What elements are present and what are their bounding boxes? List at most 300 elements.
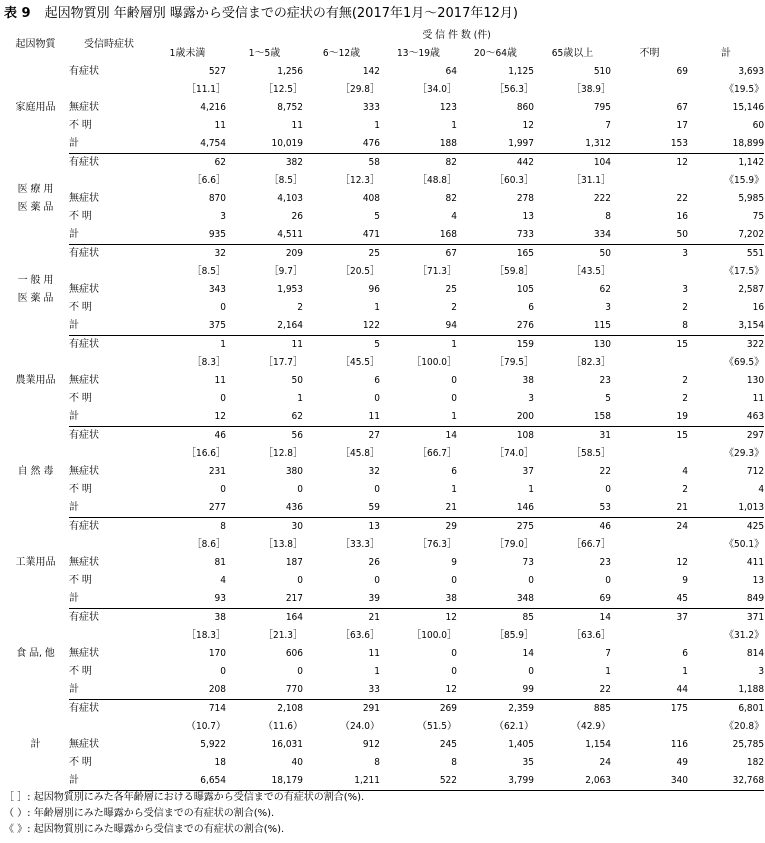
value-cell: 2,108 bbox=[277, 703, 303, 714]
value-cell: 471 bbox=[303, 226, 380, 245]
value-cell: ［63.6］ bbox=[570, 630, 611, 641]
value-cell: 276 bbox=[457, 317, 534, 336]
value-cell: 18,899 bbox=[688, 135, 764, 154]
value-cell: ［63.6］ bbox=[339, 630, 380, 641]
value-cell: 33 bbox=[303, 681, 380, 700]
value-cell: 5,922 bbox=[200, 739, 226, 750]
value-cell: 24 bbox=[676, 521, 688, 532]
value-cell: 31 bbox=[599, 430, 611, 441]
value-cell: 231 bbox=[208, 466, 226, 477]
header-age: 1歳未満 bbox=[169, 48, 206, 59]
row-label: 計 bbox=[69, 499, 149, 518]
row-total bbox=[2, 590, 764, 609]
row-label: 不 明 bbox=[69, 302, 92, 313]
row-label: 計 bbox=[69, 590, 149, 609]
value-cell: 153 bbox=[611, 135, 688, 154]
value-cell: 25 bbox=[445, 284, 457, 295]
value-cell: 1 bbox=[528, 484, 534, 495]
value-cell: ［43.5］ bbox=[570, 266, 611, 277]
row-label: 有症状 bbox=[69, 339, 99, 350]
value-cell: 1 bbox=[220, 339, 226, 350]
value-cell: 12 bbox=[380, 681, 457, 700]
value-cell: ［8.5］ bbox=[268, 175, 303, 186]
value-cell: 476 bbox=[303, 135, 380, 154]
value-cell: 130 bbox=[746, 375, 765, 386]
value-cell: 3 bbox=[220, 211, 226, 222]
value-cell: 11 bbox=[214, 375, 226, 386]
value-cell: 510 bbox=[593, 66, 611, 77]
value-cell: 13 bbox=[368, 521, 380, 532]
value-cell: 0 bbox=[451, 575, 457, 586]
value-cell: 21 bbox=[380, 499, 457, 518]
value-cell: 58 bbox=[368, 157, 380, 168]
value-cell: 《29.3》 bbox=[724, 448, 765, 459]
value-cell: 7,202 bbox=[688, 226, 764, 245]
value-cell: 4 bbox=[451, 211, 457, 222]
row-unknown bbox=[2, 117, 764, 135]
value-cell: 1 bbox=[374, 120, 380, 131]
row-asymptomatic bbox=[2, 190, 764, 208]
header-age: 20～64歳 bbox=[474, 48, 517, 59]
value-cell: 4 bbox=[220, 575, 226, 586]
value-cell: ［58.5］ bbox=[570, 448, 611, 459]
value-cell bbox=[611, 627, 688, 645]
value-cell: 371 bbox=[746, 612, 765, 623]
row-symptomatic bbox=[2, 245, 764, 264]
value-cell: 1,211 bbox=[303, 772, 380, 791]
value-cell: 22 bbox=[534, 681, 611, 700]
value-cell: 1 bbox=[682, 666, 688, 677]
header-age: 1～5歳 bbox=[248, 48, 281, 59]
value-cell: 37 bbox=[676, 612, 688, 623]
header-symptom: 受信時症状 bbox=[84, 39, 134, 50]
value-cell: 522 bbox=[380, 772, 457, 791]
value-cell: 32,768 bbox=[688, 772, 764, 791]
value-cell: 770 bbox=[226, 681, 303, 700]
row-label: 不 明 bbox=[69, 484, 92, 495]
value-cell: 0 bbox=[220, 302, 226, 313]
value-cell: ［79.5］ bbox=[493, 357, 534, 368]
value-cell: ［12.3］ bbox=[339, 175, 380, 186]
row-total bbox=[2, 681, 764, 700]
row-label: 有症状 bbox=[69, 430, 99, 441]
row-label: 不 明 bbox=[69, 757, 92, 768]
value-cell: 50 bbox=[599, 248, 611, 259]
value-cell: 714 bbox=[208, 703, 226, 714]
value-cell: 3 bbox=[682, 248, 688, 259]
value-cell: 56 bbox=[291, 430, 303, 441]
value-cell: 9 bbox=[451, 557, 457, 568]
header-age: 計 bbox=[721, 48, 732, 59]
row-label: 不 明 bbox=[69, 666, 92, 677]
value-cell: 4,216 bbox=[200, 102, 226, 113]
value-cell: 712 bbox=[746, 466, 765, 477]
value-cell: 45 bbox=[611, 590, 688, 609]
value-cell: 3 bbox=[605, 302, 611, 313]
row-label: 計 bbox=[69, 681, 149, 700]
value-cell: 0 bbox=[297, 484, 303, 495]
value-cell: 123 bbox=[439, 102, 457, 113]
row-label: 計 bbox=[69, 772, 149, 791]
value-cell: ［18.3］ bbox=[185, 630, 226, 641]
value-cell: 527 bbox=[208, 66, 226, 77]
value-cell: 116 bbox=[670, 739, 688, 750]
value-cell: ［59.8］ bbox=[493, 266, 534, 277]
value-cell: ［29.8］ bbox=[339, 84, 380, 95]
value-cell: 3,799 bbox=[457, 772, 534, 791]
row-label: 計 bbox=[69, 135, 149, 154]
row-unknown bbox=[2, 208, 764, 226]
value-cell: 146 bbox=[457, 499, 534, 518]
row-asymptomatic bbox=[2, 463, 764, 481]
row-label: 無症状 bbox=[69, 102, 99, 113]
value-cell: 11 bbox=[368, 648, 380, 659]
value-cell: 188 bbox=[380, 135, 457, 154]
value-cell: 912 bbox=[362, 739, 380, 750]
value-cell: 23 bbox=[599, 375, 611, 386]
value-cell: 8,752 bbox=[277, 102, 303, 113]
row-label: 有症状 bbox=[69, 157, 99, 168]
value-cell: 《50.1》 bbox=[724, 539, 765, 550]
row-label: 無症状 bbox=[69, 375, 99, 386]
value-cell: 2,164 bbox=[226, 317, 303, 336]
value-cell: 4 bbox=[682, 466, 688, 477]
value-cell: 208 bbox=[149, 681, 226, 700]
value-cell: 10,019 bbox=[226, 135, 303, 154]
value-cell: ［34.0］ bbox=[416, 84, 457, 95]
value-cell: 814 bbox=[746, 648, 765, 659]
value-cell: 16 bbox=[752, 302, 765, 313]
value-cell: ［12.8］ bbox=[262, 448, 303, 459]
value-cell: 99 bbox=[457, 681, 534, 700]
value-cell: 12 bbox=[445, 612, 457, 623]
header-age: 6～12歳 bbox=[322, 48, 361, 59]
value-cell: 3,693 bbox=[738, 66, 765, 77]
row-label: 無症状 bbox=[69, 557, 99, 568]
value-cell: 733 bbox=[457, 226, 534, 245]
value-cell: 0 bbox=[374, 393, 380, 404]
value-cell: 170 bbox=[208, 648, 226, 659]
row-unknown bbox=[2, 663, 764, 681]
value-cell: ［85.9］ bbox=[493, 630, 534, 641]
value-cell: 108 bbox=[516, 430, 534, 441]
row-unknown bbox=[2, 390, 764, 408]
value-cell: 2 bbox=[682, 393, 688, 404]
value-cell: 2 bbox=[682, 375, 688, 386]
category-cell: 医 療 用 医 薬 品 bbox=[17, 184, 54, 213]
value-cell: ［56.3］ bbox=[493, 84, 534, 95]
row-asymptomatic bbox=[2, 554, 764, 572]
value-cell: ［74.0］ bbox=[493, 448, 534, 459]
value-cell: 5 bbox=[605, 393, 611, 404]
value-cell: 1,142 bbox=[738, 157, 765, 168]
row-label: 計 bbox=[69, 226, 149, 245]
value-cell: 67 bbox=[445, 248, 457, 259]
value-cell: 12 bbox=[522, 120, 534, 131]
value-cell: 2 bbox=[297, 302, 303, 313]
value-cell: ［100.0］ bbox=[411, 630, 457, 641]
table-number: 表 9 bbox=[4, 6, 31, 21]
row-asymptomatic bbox=[2, 99, 764, 117]
category-cell: 計 bbox=[30, 739, 41, 750]
value-cell: 40 bbox=[291, 757, 303, 768]
value-cell: 104 bbox=[593, 157, 611, 168]
footnote: 《 》: 起因物質別にみた曝露から受信までの有症状の割合(%). bbox=[4, 824, 285, 835]
value-cell: 17 bbox=[676, 120, 688, 131]
value-cell: 1 bbox=[451, 120, 457, 131]
value-cell: 0 bbox=[605, 484, 611, 495]
value-cell: ［48.8］ bbox=[416, 175, 457, 186]
value-cell: 2 bbox=[682, 302, 688, 313]
row-asymptomatic bbox=[2, 281, 764, 299]
value-cell: 1 bbox=[297, 393, 303, 404]
value-cell bbox=[611, 263, 688, 281]
value-cell: ［17.7］ bbox=[262, 357, 303, 368]
value-cell: 380 bbox=[285, 466, 303, 477]
value-cell: 30 bbox=[291, 521, 303, 532]
row-total bbox=[2, 135, 764, 154]
value-cell: 860 bbox=[516, 102, 534, 113]
value-cell: ［12.5］ bbox=[262, 84, 303, 95]
value-cell: 11 bbox=[291, 339, 303, 350]
value-cell: 50 bbox=[291, 375, 303, 386]
value-cell: 50 bbox=[611, 226, 688, 245]
value-cell: （51.5） bbox=[416, 721, 457, 732]
value-cell: 《15.9》 bbox=[724, 175, 765, 186]
table-caption: 起因物質別 年齢層別 曝露から受信までの症状の有無(2017年1月～2017年12月) bbox=[44, 6, 518, 21]
value-cell: 1,312 bbox=[534, 135, 611, 154]
value-cell bbox=[611, 354, 688, 372]
value-cell: 6 bbox=[682, 648, 688, 659]
value-cell: 130 bbox=[593, 339, 611, 350]
value-cell: 164 bbox=[285, 612, 303, 623]
row-label: 無症状 bbox=[69, 466, 99, 477]
value-cell: 6 bbox=[451, 466, 457, 477]
value-cell: 4 bbox=[758, 484, 765, 495]
value-cell: 0 bbox=[220, 484, 226, 495]
row-asymptomatic bbox=[2, 736, 764, 754]
value-cell: 1 bbox=[374, 666, 380, 677]
value-cell: 6 bbox=[528, 302, 534, 313]
row-label: 有症状 bbox=[69, 703, 99, 714]
value-cell: 187 bbox=[285, 557, 303, 568]
value-cell: 13 bbox=[522, 211, 534, 222]
row-label: 計 bbox=[69, 408, 149, 427]
value-cell: 277 bbox=[149, 499, 226, 518]
row-unknown bbox=[2, 572, 764, 590]
row-total bbox=[2, 499, 764, 518]
exposure-symptom-table bbox=[2, 27, 764, 791]
value-cell: ［20.5］ bbox=[339, 266, 380, 277]
footnote: （ ）: 年齢層別にみた曝露から受信までの有症状の割合(%). bbox=[4, 808, 275, 819]
value-cell: 62 bbox=[214, 157, 226, 168]
value-cell: 《31.2》 bbox=[724, 630, 765, 641]
value-cell: 14 bbox=[445, 430, 457, 441]
category-cell: 一 般 用 医 薬 品 bbox=[17, 275, 54, 304]
value-cell: 8 bbox=[374, 757, 380, 768]
value-cell bbox=[611, 445, 688, 463]
row-symptomatic bbox=[2, 518, 764, 537]
value-cell: 46 bbox=[599, 521, 611, 532]
value-cell: 62 bbox=[599, 284, 611, 295]
value-cell: 436 bbox=[226, 499, 303, 518]
value-cell: 343 bbox=[208, 284, 226, 295]
value-cell: 209 bbox=[285, 248, 303, 259]
value-cell: 11 bbox=[214, 120, 226, 131]
row-label: 不 明 bbox=[69, 575, 92, 586]
value-cell: 7 bbox=[605, 648, 611, 659]
row-label: 無症状 bbox=[69, 648, 99, 659]
value-cell: 32 bbox=[214, 248, 226, 259]
value-cell: 14 bbox=[599, 612, 611, 623]
value-cell: 15 bbox=[676, 430, 688, 441]
value-cell: 96 bbox=[368, 284, 380, 295]
value-cell: 12 bbox=[676, 557, 688, 568]
row-label bbox=[69, 81, 149, 99]
value-cell: 19 bbox=[611, 408, 688, 427]
value-cell: 0 bbox=[528, 575, 534, 586]
value-cell: 27 bbox=[368, 430, 380, 441]
value-cell: 122 bbox=[303, 317, 380, 336]
header-category: 起因物質 bbox=[15, 39, 56, 50]
value-cell: 2 bbox=[682, 484, 688, 495]
value-cell: 0 bbox=[451, 393, 457, 404]
value-cell: 《20.8》 bbox=[724, 721, 765, 732]
row-label: 計 bbox=[69, 317, 149, 336]
row-label: 有症状 bbox=[69, 612, 99, 623]
value-cell: 408 bbox=[362, 193, 380, 204]
row-label: 無症状 bbox=[69, 193, 99, 204]
value-cell: ［79.0］ bbox=[493, 539, 534, 550]
header-age: 不明 bbox=[639, 48, 660, 59]
value-cell: （42.9） bbox=[570, 721, 611, 732]
value-cell: 1,188 bbox=[688, 681, 764, 700]
value-cell: 182 bbox=[746, 757, 765, 768]
row-label bbox=[69, 536, 149, 554]
value-cell: 《17.5》 bbox=[724, 266, 765, 277]
value-cell: （10.7） bbox=[185, 721, 226, 732]
value-cell: 3 bbox=[682, 284, 688, 295]
row-label bbox=[69, 718, 149, 736]
row-symptomatic-rate bbox=[2, 536, 764, 554]
row-symptomatic-rate bbox=[2, 263, 764, 281]
row-label: 有症状 bbox=[69, 521, 99, 532]
value-cell: 18,179 bbox=[226, 772, 303, 791]
value-cell: 16,031 bbox=[271, 739, 303, 750]
value-cell: 15 bbox=[676, 339, 688, 350]
category-cell: 工業用品 bbox=[15, 557, 56, 568]
value-cell: 2,359 bbox=[508, 703, 534, 714]
value-cell: ［6.6］ bbox=[191, 175, 226, 186]
value-cell: 13 bbox=[752, 575, 765, 586]
value-cell: 463 bbox=[688, 408, 764, 427]
value-cell: 217 bbox=[226, 590, 303, 609]
value-cell: 82 bbox=[445, 193, 457, 204]
value-cell: 6 bbox=[374, 375, 380, 386]
row-symptomatic-rate bbox=[2, 172, 764, 190]
value-cell: ［82.3］ bbox=[570, 357, 611, 368]
value-cell: 115 bbox=[534, 317, 611, 336]
value-cell: 44 bbox=[611, 681, 688, 700]
row-total bbox=[2, 317, 764, 336]
row-label bbox=[69, 263, 149, 281]
value-cell: 3 bbox=[758, 666, 765, 677]
value-cell: ［11.1］ bbox=[185, 84, 226, 95]
row-label: 有症状 bbox=[69, 248, 99, 259]
value-cell: 0 bbox=[220, 393, 226, 404]
value-cell: 0 bbox=[297, 666, 303, 677]
value-cell: 64 bbox=[445, 66, 457, 77]
value-cell: 8 bbox=[451, 757, 457, 768]
row-symptomatic-rate bbox=[2, 81, 764, 99]
value-cell: 0 bbox=[220, 666, 226, 677]
value-cell: 《19.5》 bbox=[724, 84, 765, 95]
value-cell: 26 bbox=[368, 557, 380, 568]
value-cell: 105 bbox=[516, 284, 534, 295]
value-cell: 11 bbox=[752, 393, 765, 404]
value-cell: 59 bbox=[303, 499, 380, 518]
value-cell: ［100.0］ bbox=[411, 357, 457, 368]
value-cell bbox=[611, 172, 688, 190]
table-title bbox=[4, 3, 518, 25]
value-cell: 333 bbox=[362, 102, 380, 113]
value-cell: 870 bbox=[208, 193, 226, 204]
value-cell: 1,154 bbox=[585, 739, 611, 750]
value-cell: ［66.7］ bbox=[416, 448, 457, 459]
row-symptomatic bbox=[2, 700, 764, 719]
value-cell: 0 bbox=[528, 666, 534, 677]
value-cell: 245 bbox=[439, 739, 457, 750]
value-cell: 62 bbox=[226, 408, 303, 427]
value-cell: 16 bbox=[676, 211, 688, 222]
value-cell: 165 bbox=[516, 248, 534, 259]
value-cell: 142 bbox=[362, 66, 380, 77]
value-cell: 69 bbox=[534, 590, 611, 609]
row-label bbox=[69, 445, 149, 463]
value-cell: 1 bbox=[380, 408, 457, 427]
value-cell: 5,985 bbox=[738, 193, 765, 204]
value-cell: 935 bbox=[149, 226, 226, 245]
row-label: 無症状 bbox=[69, 284, 99, 295]
value-cell: 4,754 bbox=[149, 135, 226, 154]
row-symptomatic-rate bbox=[2, 445, 764, 463]
value-cell: 1 bbox=[605, 666, 611, 677]
value-cell: 1,405 bbox=[508, 739, 534, 750]
footnote: ［ ］: 起因物質別にみた各年齢層における曝露から受信までの有症状の割合(%). bbox=[4, 792, 365, 803]
value-cell: 1,013 bbox=[688, 499, 764, 518]
value-cell: 2,063 bbox=[534, 772, 611, 791]
value-cell: 15,146 bbox=[732, 102, 765, 113]
value-cell: ［38.9］ bbox=[570, 84, 611, 95]
value-cell: 551 bbox=[746, 248, 765, 259]
value-cell: 5 bbox=[374, 339, 380, 350]
value-cell: 291 bbox=[362, 703, 380, 714]
value-cell: 9 bbox=[682, 575, 688, 586]
value-cell bbox=[611, 81, 688, 99]
value-cell: 11 bbox=[303, 408, 380, 427]
value-cell: 18 bbox=[214, 757, 226, 768]
value-cell: 0 bbox=[297, 575, 303, 586]
value-cell: 22 bbox=[676, 193, 688, 204]
row-label: 不 明 bbox=[69, 393, 92, 404]
value-cell: 0 bbox=[451, 648, 457, 659]
value-cell: ［76.3］ bbox=[416, 539, 457, 550]
row-symptomatic bbox=[2, 63, 764, 81]
value-cell: （24.0） bbox=[339, 721, 380, 732]
value-cell: ［9.7］ bbox=[268, 266, 303, 277]
header-age: 65歳以上 bbox=[551, 48, 594, 59]
category-cell: 農業用品 bbox=[15, 375, 56, 386]
